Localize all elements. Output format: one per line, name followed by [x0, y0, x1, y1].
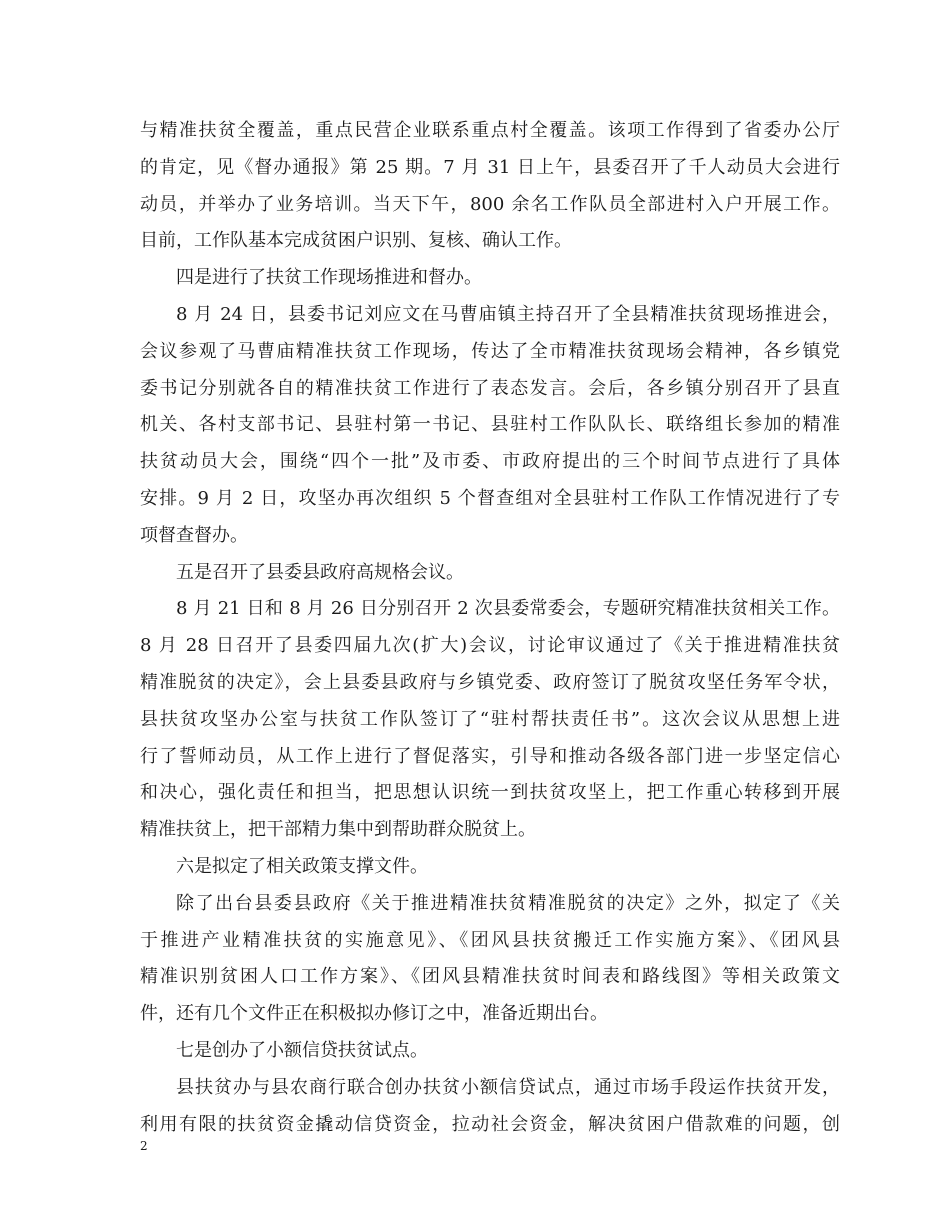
text-line: 8 月 28 日召开了县委四届九次(扩大)会议，讨论审议通过了《关于推进精准扶贫 [140, 635, 840, 657]
text-line: 8 月 24 日，县委书记刘应文在马曹庙镇主持召开了全县精准扶贫现场推进会， [176, 303, 840, 325]
text-line: 行了誓师动员，从工作上进行了督促落实，引导和推动各级各部门进一步坚定信心 [140, 745, 840, 767]
text-line: 于推进产业精准扶贫的实施意见》、《团风县扶贫搬迁工作实施方案》、《团风县 [140, 929, 840, 951]
text-line: 8 月 21 日和 8 月 26 日分别召开 2 次县委常委会，专题研究精准扶贫相关工作。 [176, 598, 840, 620]
text-line: 的肯定，见《督办通报》第 25 期。7 月 31 日上午，县委召开了千人动员大会进行 [140, 156, 840, 178]
text-line: 目前，工作队基本完成贫困户识别、复核、确认工作。 [140, 230, 572, 252]
text-line: 精准脱贫的决定》，会上县委县政府与乡镇党委、政府签订了脱贫攻坚任务军令状， [140, 671, 840, 693]
text-line: 利用有限的扶贫资金撬动信贷资金，拉动社会资金，解决贫困户借款难的问题，创 [140, 1113, 840, 1135]
text-line: 扶贫动员大会，围绕“四个一批”及市委、市政府提出的三个时间节点进行了具体 [140, 451, 840, 473]
text-line: 动员，并举办了业务培训。当天下午，800 余名工作队员全部进村入户开展工作。 [140, 193, 840, 215]
text-line: 七是创办了小额信贷扶贫试点。 [176, 1039, 428, 1061]
text-line: 精准识别贫困人口工作方案》、《团风县精准扶贫时间表和路线图》等相关政策文 [140, 966, 840, 988]
text-line: 五是召开了县委县政府高规格会议。 [176, 561, 464, 583]
text-line: 机关、各村支部书记、县驻村第一书记、县驻村工作队队长、联络组长参加的精准 [140, 414, 840, 436]
text-line: 四是进行了扶贫工作现场推进和督办。 [176, 267, 482, 289]
text-line: 件，还有几个文件正在积极拟办修订之中，准备近期出台。 [140, 1003, 608, 1025]
text-line: 和决心，强化责任和担当，把思想认识统一到扶贫攻坚上，把工作重心转移到开展 [140, 782, 840, 804]
text-line: 县扶贫办与县农商行联合创办扶贫小额信贷试点，通过市场手段运作扶贫开发， [176, 1076, 840, 1098]
text-line: 县扶贫攻坚办公室与扶贫工作队签订了“驻村帮扶责任书”。这次会议从思想上进 [140, 708, 840, 730]
text-line: 会议参观了马曹庙精准扶贫工作现场，传达了全市精准扶贫现场会精神，各乡镇党 [140, 340, 840, 362]
text-line: 与精准扶贫全覆盖，重点民营企业联系重点村全覆盖。该项工作得到了省委办公厅 [140, 120, 840, 141]
document-body [140, 113, 840, 1143]
text-line: 项督查督办。 [140, 524, 248, 546]
page-number: 2 [140, 1139, 148, 1153]
text-line: 除了出台县委县政府《关于推进精准扶贫精准脱贫的决定》之外，拟定了《关 [176, 892, 840, 914]
text-line: 安排。9 月 2 日，攻坚办再次组织 5 个督查组对全县驻村工作队工作情况进行了专 [140, 487, 840, 509]
text-line: 委书记分别就各自的精准扶贫工作进行了表态发言。会后，各乡镇分别召开了县直 [140, 377, 840, 399]
text-line: 六是拟定了相关政策支撑文件。 [176, 855, 428, 877]
text-line: 精准扶贫上，把干部精力集中到帮助群众脱贫上。 [140, 819, 536, 841]
